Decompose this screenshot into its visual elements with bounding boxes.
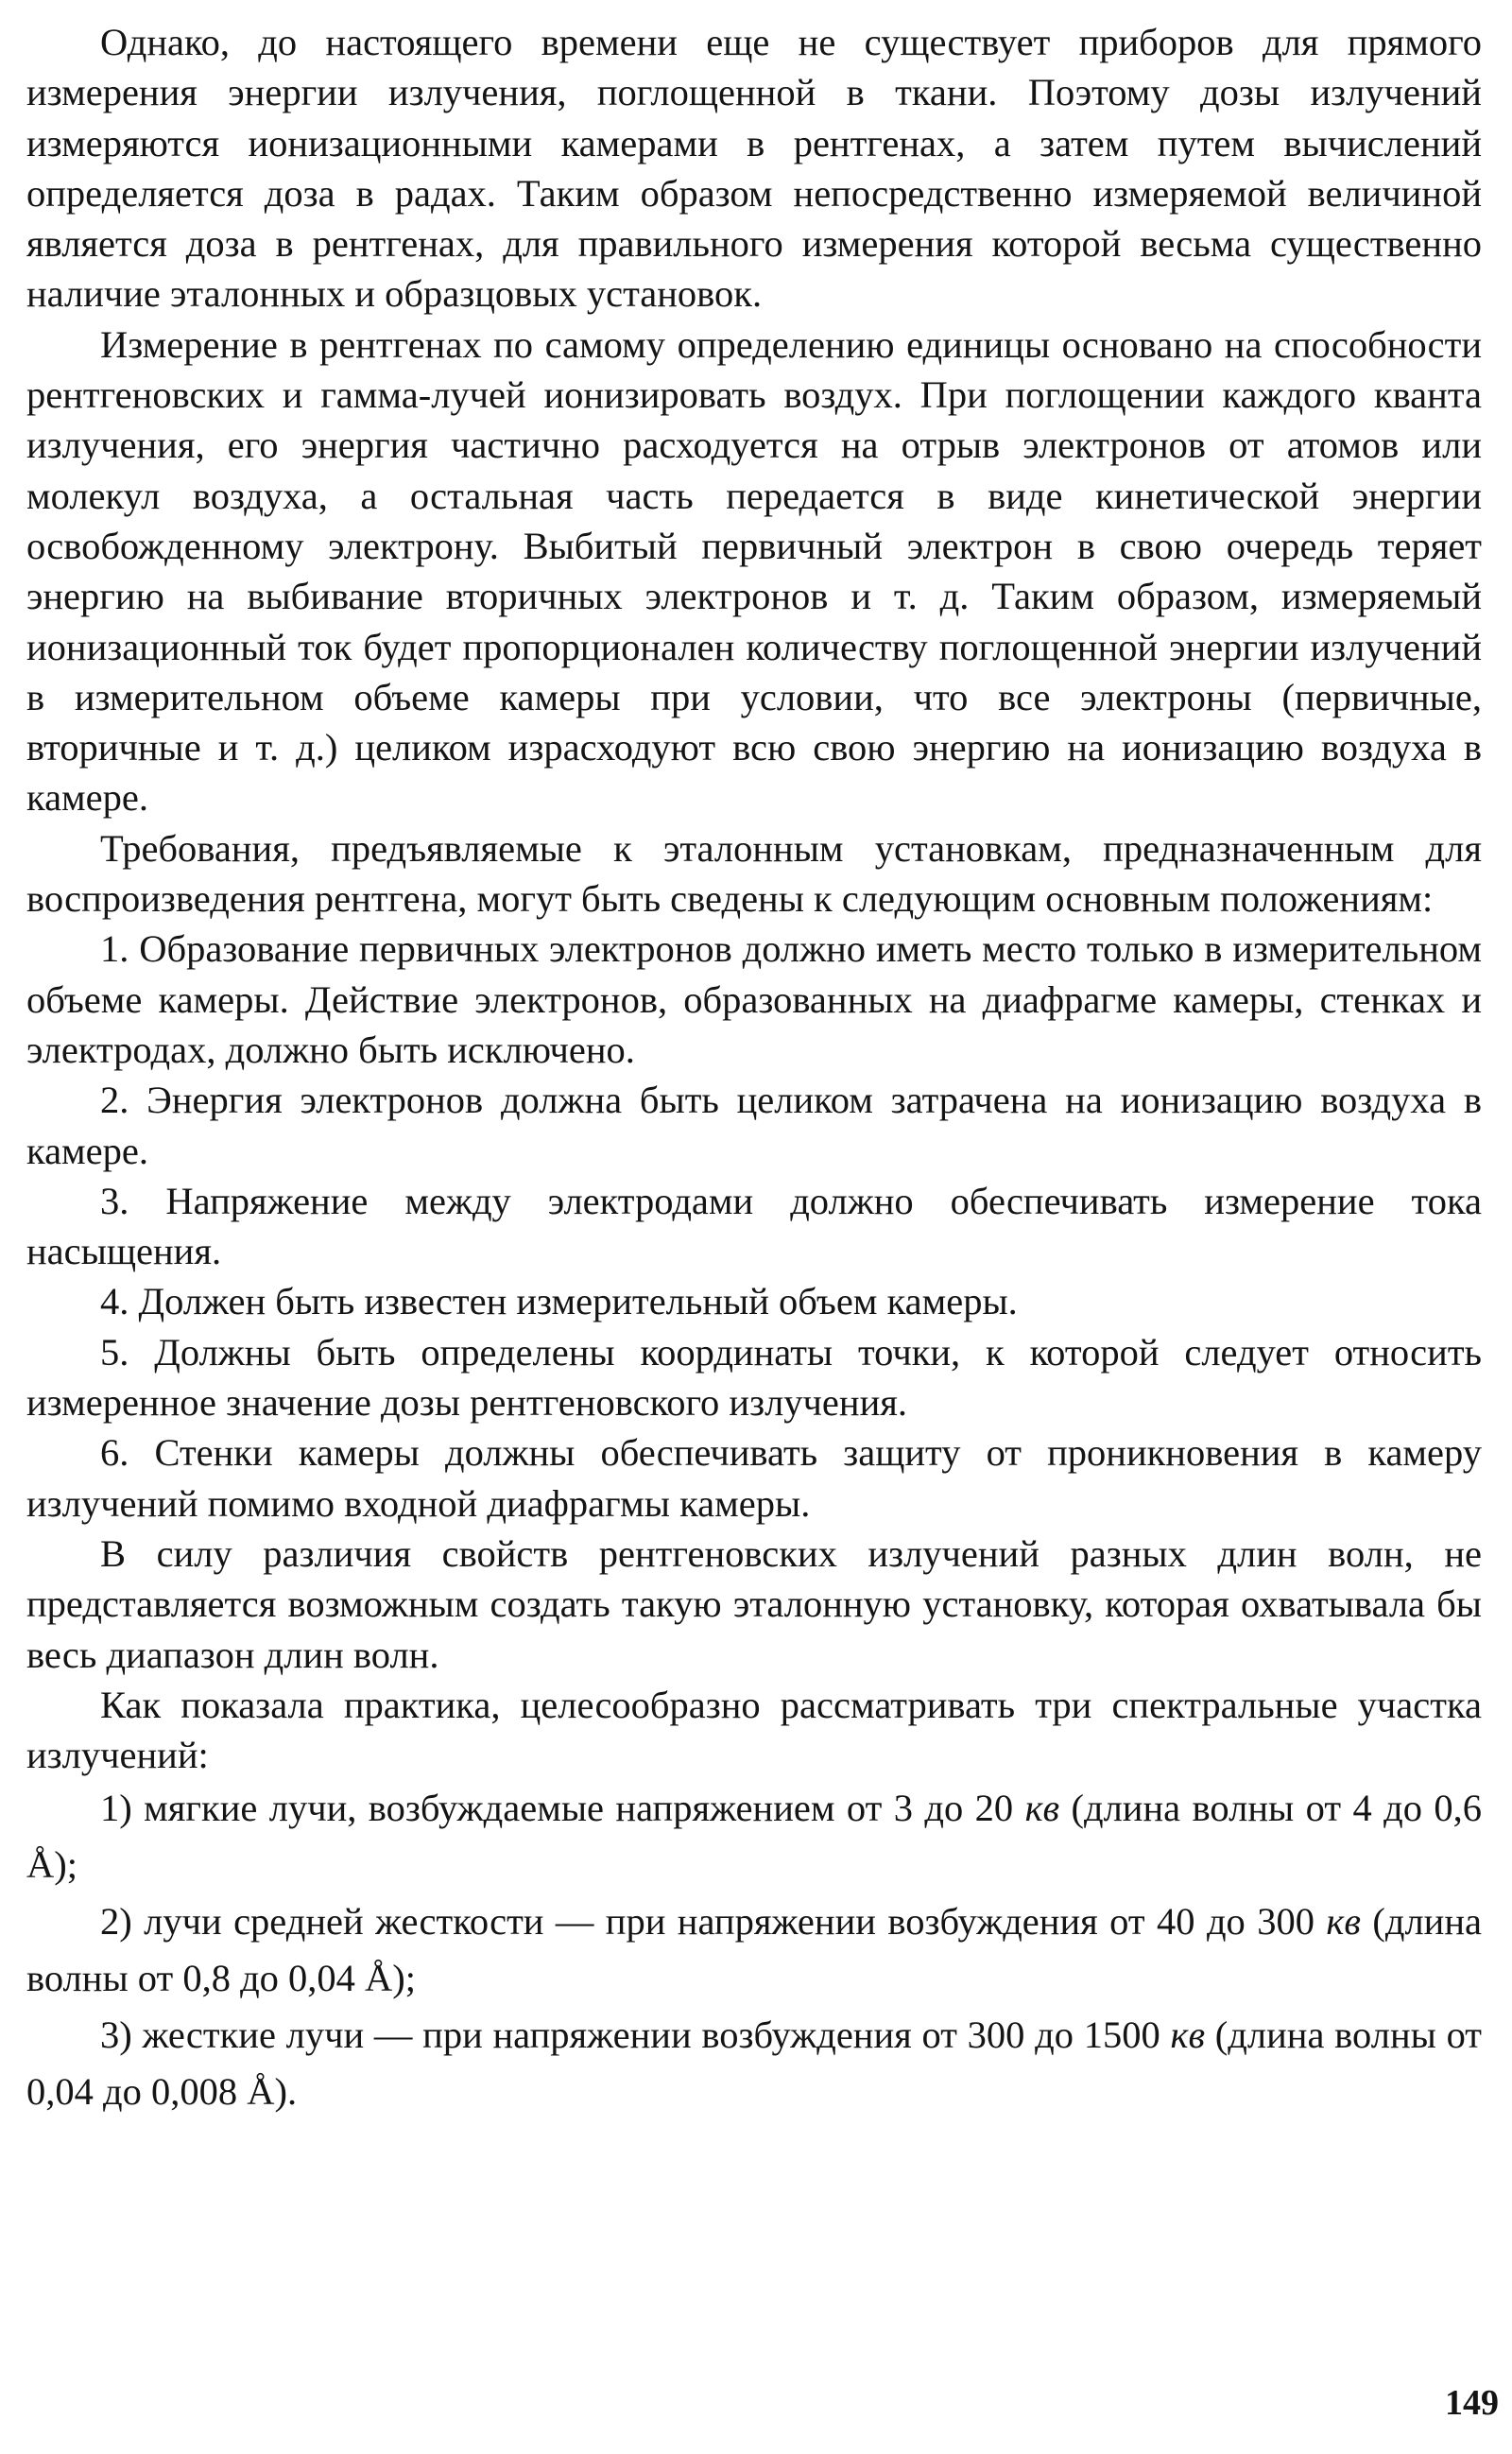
spectral-range-hard — [26, 2007, 1482, 2120]
requirement-item: 3. Напряжение между электродами должно обеспечивать измерение тока насыщения. — [26, 1179, 1482, 1273]
paragraph-roentgen-measurement: Измерение в рентгенах по самому определению единицы основано на способности рентгеновских и гамма-лучей ионизировать воздух. При поглощении каждого кванта излучения, его энергия частично расходуется на отрыв электронов от атомов или молекул воздуха, а остальная часть передается в виде кинетической энергии освобожденному электрону. Выбитый первичный электрон в свою очередь теряет энергию на выбивание вторичных электронов и т. д. Таким образом, измеряемый ионизационный ток будет пропорционален количеству поглощенной энергии излучений в измерительном объеме камеры при условии, что все электроны (первичные, вторичные и т. д.) целиком израсходуют всю свою энергию на ионизацию воздуха в камере. — [26, 322, 1482, 820]
unit-kv: кв — [1326, 1900, 1361, 1944]
range-text: 1) мягкие лучи, возбуждаемые напряжением от 3 до 20 — [100, 1787, 1025, 1830]
paragraph-wavelength-difference: В силу различия свойств рентгеновских излучений разных длин волн, не представляется возможным создать такую эталонную установку, которая охватывала бы весь диапазон длин волн. — [26, 1531, 1482, 1676]
paragraph-requirements-intro: Требования, предъявляемые к эталонным установкам, предназначенным для воспроизведения рентгена, могут быть сведены к следующим основным положениям: — [26, 826, 1482, 921]
paragraph-spectral-ranges-intro: Как показала практика, целесообразно рассматривать три спектральные участка излучений: — [26, 1683, 1482, 1777]
spectral-range-soft — [26, 1780, 1482, 1893]
paragraph-intro: Однако, до настоящего времени еще не существует приборов для прямого измерения энергии излучения, поглощенной в ткани. Поэтому дозы излучений измеряются ионизационными камерами в рентгенах, а затем путем вычислений определяется доза в радах. Таким образом непосредственно измеряемой величиной является доза в рентгенах, для правильного измерения которой весьма существенно наличие эталонных и образцовых установок. — [26, 21, 1482, 316]
requirement-item: 6. Стенки камеры должны обеспечивать защиту от проникновения в камеру излучений помимо входной диафрагмы камеры. — [26, 1431, 1482, 1525]
requirement-item: 2. Энергия электронов должна быть целиком затрачена на ионизацию воздуха в камере. — [26, 1079, 1482, 1172]
page-body — [26, 17, 1482, 2120]
range-text: (длина волны от 0,04 до 0,008 Å). — [26, 2013, 1482, 2114]
range-text: 3) жесткие лучи — при напряжении возбуждения от 300 до 1500 — [100, 2013, 1171, 2057]
unit-kv: кв — [1170, 2013, 1206, 2057]
requirement-item: 4. Должен быть известен измерительный объем камеры. — [100, 1280, 1018, 1323]
unit-kv: кв — [1024, 1787, 1060, 1830]
requirement-item: 1. Образование первичных электронов должно иметь место только в измерительном объеме камеры. Действие электронов, образованных на диафрагме камеры, стенках и электродах, должно быть исключено. — [26, 927, 1482, 1071]
requirement-item: 5. Должны быть определены координаты точки, к которой следует относить измеренное значение дозы рентгеновского излучения. — [26, 1330, 1482, 1425]
range-text: (длина волны от 0,8 до 0,04 Å); — [26, 1900, 1482, 2000]
range-text: 2) лучи средней жесткости — при напряжении возбуждения от 40 до 300 — [100, 1900, 1327, 1944]
range-text: (длина волны от 4 до 0,6 Å); — [26, 1787, 1482, 1887]
spectral-range-medium — [26, 1893, 1482, 2007]
page-number: 149 — [1445, 2383, 1499, 2423]
spectral-ranges-list — [26, 1780, 1482, 2120]
requirements-list — [26, 924, 1482, 1529]
